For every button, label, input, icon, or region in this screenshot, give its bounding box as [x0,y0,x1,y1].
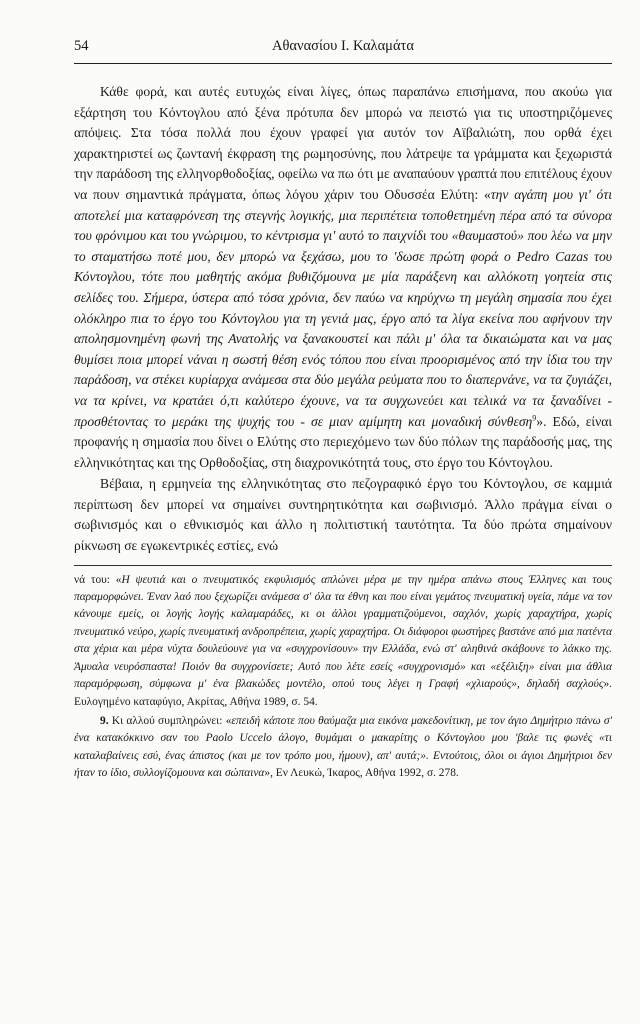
footnote-rule [74,565,612,566]
main-text [74,82,612,557]
book-page [74,38,612,783]
fn9-lead: Κι αλλού συμπληρώνει: « [111,714,232,727]
footnote-8-continuation [74,572,612,711]
footnote-9-number: 9. [100,714,109,727]
footnote-9 [74,713,612,783]
fn9-quote: επειδή κάποτε που θαύμαζα μια εικόνα μακεδονίτικη, με τον άγιο Δημήτριο πάνω σ' ένα κατακόκκινο σαν του Paolo Uccelo άλογο, θυμάμαι ο μακαρίτης ο Κόντογλου μου 'βαλε τις φωνές «τι καταλαβαίνεις εσύ, ένας άπιστος (και με τον τρόπο μου, ήμουν), απ' αυτά;». Εντούτοις, όλοι οι άγιοι Δημήτριοι δεν ήταν το ίδιο, συλλογίζομουνα και σώπαινα [74,714,612,780]
paragraph-1-intro: Κάθε φορά, και αυτές ευτυχώς είναι λίγες, όπως παραπάνω επισήμανα, που ακούω για εξάρτηση του Κόντογλου από ξένα πρότυπα δεν μπορώ να πειστώ για τις υποστηριζόμενες απόψεις. Στα τόσα πολλά που έχουν γραφεί για αυτόν τον Αϊβαλιώτη, που ορθά έχει χαρακτηριστεί ως ζωντανή έκφραση της ρωμηοσύνης, που λάτρεψε τα γράμματα και ξεχωριστά την παράδοση της ελληνορθοδοξίας, οφείλω να πω ότι με αναπαύουν γραπτά που επιτέλους έχουν να πουν σημαντικά πράγματα, όπως λόγου χάριν του Οδυσσέα Ελύτη: « [74,84,612,202]
page-header [74,38,612,60]
footnote-ref-9[interactable]: 9 [532,412,537,422]
elytis-quote: την αγάπη μου γι' ότι αποτελεί μια καταφρόνεση της στεγνής λογικής, μια περιπέτεια τοποθετημένη πέρα από τα σύνορα του φρόνιμου και του γνώριμου, το κέντρισμα γι' αυτό το παιχνίδι του «θαυμαστού» που λέω να μην το σταματήσω ποτέ μου, δεν μπορώ να ξεχάσω, μου το 'δωσε πρώτη φορά ο Pedro Cazas του Κόντογλου, τότε που μαθητής ακόμα βυθιζόμουνα με μία παράξενη και αλλόκοτη γοητεία στις σελίδες του. Σήμερα, ύστερα από τόσα χρόνια, δεν παύω να κηρύχνω τη μεγάλη σημασία που έχει ολόκληρο πια το έργο του Κόντογλου για τη γενιά μας, έργο από τα λίγα εκείνα που αφήνουν την απολησμονημένη φωνή της Ανατολής να ξανακουστεί και πάλι μ' όλα τα δικαιώματα και να μας θυμίσει ποια μπορεί νάναι η σωστή θέση ενός τόπου που είναι προορισμένος από την ίδια του την παράδοση, να στέκει κυρίαρχα ανάμεσα στα δύο μεγάλα ρεύματα που το διαπερνάνε, να τα ζυγιάζει, να τα κρίνει, να κρατάει ό,τι καλύτερο έχουνε, να τα συγχωνεύει και τελικά να τα ξαναδίνει - προσθέτοντας το μεράκι της ψυχής του - σε μιαν αμίμητη και μοναδική σύνθεση [74,186,612,429]
fn9-source: », Εν Λευκώ, Ίκαρος, Αθήνα 1992, σ. 278. [264,767,459,780]
paragraph-2: Βέβαια, η ερμηνεία της ελληνικότητας στο πεζογραφικό έργο του Κόντογλου, σε καμμιά περίπτωση δεν μπορεί να σημαίνει συντηρητικότητα και σωβινισμό. Άλλο πράγμα είναι ο σωβινισμός και ο εθνικισμός και άλλο η πολιτιστική ταυτότητα. Τα δύο πρώτα σημαίνουν ρίκνωση σε εγωκεντρικές εστίες, ενώ [74,476,612,554]
running-title: Αθανασίου Ι. Καλαμάτα [272,38,414,54]
paragraph-1-outro: ». Εδώ, είναι προφανής η σημασία που δίνει ο Ελύτης στο περιεχόμενο των δύο πόλων της παράδοσής μας, της ελληνικότητας και της Ορθοδοξίας, στη διαχρονικότητά τους, στο έργο του Κόντογλου. [74,413,612,470]
fn-cont-quote: Η ψευτιά και ο πνευματικός εκφυλισμός απλώνει μέρα με την ημέρα απάνω στους Έλληνες και τους παραμορφώνει. Έναν λαό που ξεχωρίζει ανάμεσα σ' όλα τα έθνη και που είναι γεμάτος πνευματική υγεία, πάμε να τον κάνουμε εμείς, οι λογής λογής καλαμαράδες, κι οι άλλοι γραμματιζούμενοι, σαχλόν, χωρίς χαραχτήρα, χωρίς πνευματικό νεύρο, χωρίς πνευματική ανδροπρέπεια, χωρίς χαραχτήρα. Οι διάφοροι φωστήρες βαστάνε από μια πατέντα στα χέρια και μέρα νύχτα δουλεύουνε για να «συγχρονίσουν» την Ελλάδα, ενώ στ' αληθινά σκάβουνε το λάκκο της. Άμυαλα νευρόσπαστα! Ποιόν θα συγχρονίσετε; Αυτό που λέτε εσείς «συγχρονισμό» και «εξέλιξη» είναι μια άθλια παραμόρφωση, σύμφωνα μ' ένα βλακώδες μοντέλο, οπού τους λέγει η Γραφή «χλιαρούς», δηλαδή σαχλούς [74,573,612,691]
paragraph-1 [74,82,612,473]
page-number: 54 [74,38,89,54]
fn-cont-source: ». Ευλογημένο καταφύγιο, Ακρίτας, Αθήνα 1989, σ. 54. [74,678,612,708]
header-rule [74,63,612,64]
fn-cont-lead: νά του: « [74,573,122,586]
footnotes [74,572,612,783]
